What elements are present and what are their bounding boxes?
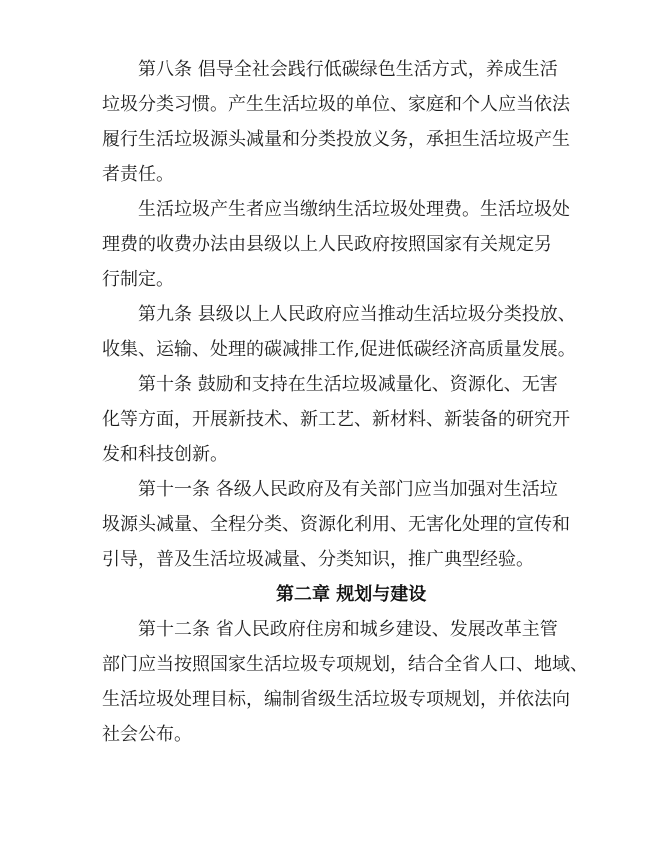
article-12-line-3: 生活垃圾处理目标，编制省级生活垃圾专项规划，并依法向: [102, 689, 570, 710]
article-8-line-1: 第八条 倡导全社会践行低碳绿色生活方式，养成生活: [138, 59, 558, 80]
fee-paragraph-line-1: 生活垃圾产生者应当缴纳生活垃圾处理费。生活垃圾处: [138, 199, 570, 220]
chapter-heading: 第二章 规划与建设: [276, 584, 427, 605]
article-12-line-4: 社会公布。: [102, 724, 192, 745]
article-11-line-3: 引导，普及生活垃圾减量、分类知识，推广典型经验。: [102, 549, 534, 570]
fee-paragraph-line-3: 行制定。: [102, 269, 174, 290]
article-8-line-3: 履行生活垃圾源头减量和分类投放义务，承担生活垃圾产生: [102, 129, 570, 150]
article-8-line-2: 垃圾分类习惯。产生生活垃圾的单位、家庭和个人应当依法: [102, 94, 570, 115]
article-12-line-1: 第十二条 省人民政府住房和城乡建设、发展改革主管: [138, 619, 558, 640]
article-10-line-1: 第十条 鼓励和支持在生活垃圾减量化、资源化、无害: [138, 374, 558, 395]
article-9-line-2: 收集、运输、处理的碳减排工作,促进低碳经济高质量发展。: [102, 339, 576, 360]
fee-paragraph-line-2: 理费的收费办法由县级以上人民政府按照国家有关规定另: [102, 234, 552, 255]
article-8-line-4: 者责任。: [102, 164, 174, 185]
article-10-line-3: 发和科技创新。: [102, 444, 228, 465]
article-11-line-1: 第十一条 各级人民政府及有关部门应当加强对生活垃: [138, 479, 558, 500]
article-12-line-2: 部门应当按照国家生活垃圾专项规划，结合全省人口、地域、: [102, 654, 588, 675]
article-10-line-2: 化等方面，开展新技术、新工艺、新材料、新装备的研究开: [102, 409, 570, 430]
article-11-line-2: 圾源头减量、全程分类、资源化利用、无害化处理的宣传和: [102, 514, 570, 535]
article-9-line-1: 第九条 县级以上人民政府应当推动生活垃圾分类投放、: [138, 304, 576, 325]
